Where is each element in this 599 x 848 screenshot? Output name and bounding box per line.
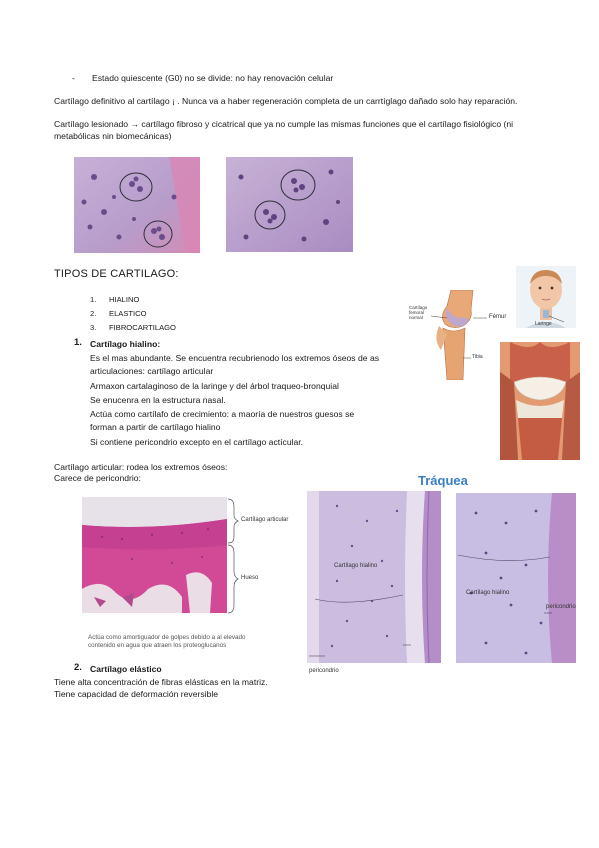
articular-histology-image [82, 497, 227, 613]
hialino-line: Si contiene pericondrio excepto en el cartílago actícular. [90, 437, 304, 447]
knee-illustration [403, 290, 500, 380]
traquea-title: Tráquea [418, 473, 468, 488]
histology-label-hueso: Hueso [241, 575, 259, 581]
chondrocyte-micrograph-left [74, 157, 200, 253]
paragraph-lesionado-line1: Cartílago lesionado → cartílago fibroso y cicatrical que ya no cumple las mismas funciones que el cartílago fisiológico (ni [54, 119, 514, 129]
bullet-text: Estado quiescente (G0) no se divide: no hay renovación celular [92, 73, 334, 83]
tipo-num-3: 3. [90, 323, 97, 332]
knee-label-femur: Fémur [489, 314, 507, 320]
hialino-line: Armaxon cartalaginoso de la laringe y del árbol traqueo-bronquial [90, 381, 339, 391]
histology-brackets [226, 497, 240, 617]
articular-line2: Carece de pericondrio: [54, 473, 141, 483]
hialino-title: Cartílago hialino: [90, 339, 161, 349]
bullet-dash: - [72, 73, 75, 83]
articular-line1: Cartílago articular: rodea los extremos óseos: [54, 462, 228, 472]
knee-label-tibia: Tibia [472, 354, 483, 360]
histology-caption-line2: contenido en agua que atraen los proteoglucanos [88, 642, 227, 649]
knee-anatomy-photo [500, 342, 580, 460]
hialino-number: 1. [74, 337, 82, 348]
traquea-label-pericondrio-right: pericondrio [546, 604, 576, 610]
tipo-label-fibrocartilago: FIBROCARTILAGO [109, 323, 176, 332]
histology-caption-line1: Actúa como amortiguador de golpes debido a al elevado [88, 634, 246, 641]
tipo-num-1: 1. [90, 295, 97, 304]
hialino-line: forman a partir de cartílago hialino [90, 422, 221, 432]
hialino-line: Actúa como cartílafo de crecimiento: a maoría de nuestros guesos se [90, 409, 355, 419]
traquea-label-hialino-left: Cartílago hialino [334, 563, 378, 569]
traquea-histology-left [307, 491, 441, 663]
paragraph-regeneracion: Cartílago definitivo al cartílago ¡ . Nunca va a haber regeneración completa de un carrtíglago dañado solo hay reparación. [54, 96, 518, 106]
tipo-label-hialino: HIALINO [109, 295, 140, 304]
knee-label-cartilago: Cartílago femoral normal [409, 305, 428, 320]
traquea-label-hialino-right: Cartílago hialino [466, 590, 510, 596]
chondrocyte-micrograph-right [226, 157, 353, 252]
tipo-num-2: 2. [90, 309, 97, 318]
elastico-line2: Tiene capacidad de deformación reversible [54, 689, 219, 699]
larynx-illustration [516, 266, 576, 328]
hialino-line: Se enucenra en la estructura nasal. [90, 395, 226, 405]
hialino-line: articulaciones: cartílago articular [90, 366, 214, 376]
larynx-label: Laringe [535, 321, 552, 327]
elastico-title: Cartílago elástico [90, 664, 162, 674]
paragraph-lesionado-line2: metabólicas nin biomecánicas) [54, 131, 172, 141]
hialino-line: Es el mas abundante. Se encuentra recubrienodo los extremos óseos de as [90, 353, 380, 363]
histology-label-articular: Cartílago articular [241, 517, 289, 523]
elastico-number: 2. [74, 662, 82, 673]
tipo-label-elastico: ELASTICO [109, 309, 147, 318]
traquea-histology-right [456, 493, 576, 663]
elastico-line1: Tiene alta concentración de fibras elásticas en la matriz. [54, 677, 268, 687]
traquea-label-pericondrio-left: pericondrio [309, 668, 339, 674]
tipos-heading: TIPOS DE CARTILAGO: [54, 268, 179, 280]
